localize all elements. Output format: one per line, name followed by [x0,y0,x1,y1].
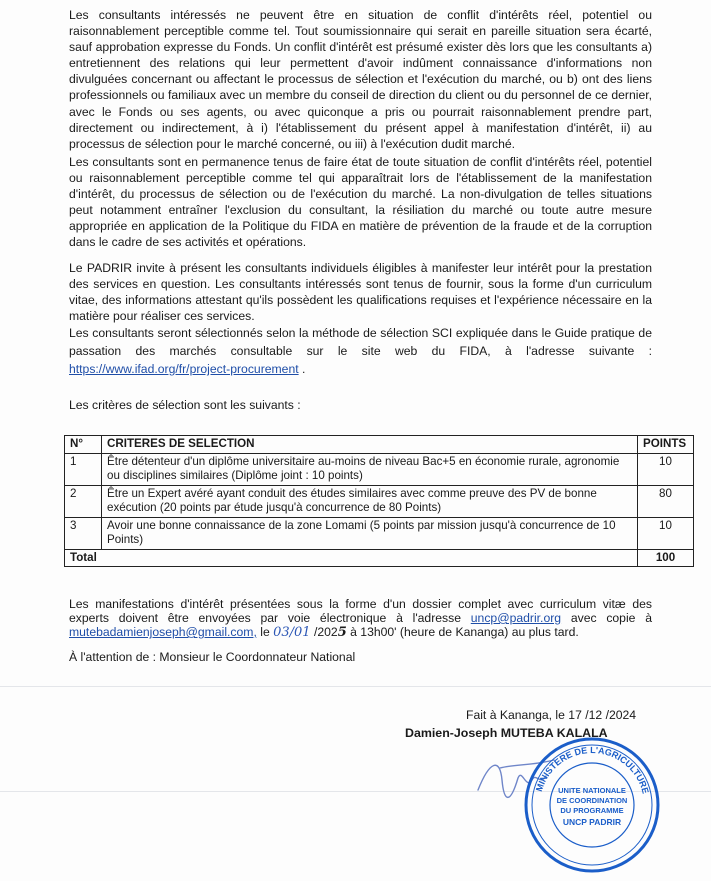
selection-method-text: Les consultants seront sélectionnés selon la méthode de sélection SCI expliquée dans le Guide pratique de passation des marchés consultable sur le site web du FIDA, à l'adresse suivante : [69,326,652,358]
email-link-muteba[interactable]: mutebadamienjoseph@gmail.com, [69,625,257,639]
table-row [65,485,694,517]
stamp-line-3: DU PROGRAMME [560,806,624,815]
selection-method-end: . [298,362,306,376]
table-row [65,517,694,549]
ifad-procurement-link[interactable]: https://www.ifad.org/fr/project-procurement [69,362,299,376]
official-stamp [522,735,662,875]
table-header-row [65,436,694,454]
row-num: 1 [65,453,102,485]
handwritten-date: 03/01 [273,625,311,640]
paragraph-selection-method [69,324,652,378]
place-and-date: Fait à Kananga, le 17 /12 /2024 [466,708,637,722]
row-criteria: Avoir une bonne connaissance de la zone Lomami (5 points par mission jusqu'à concurrence de 10 Points) [102,517,638,549]
paragraph-invitation: Le PADRIR invite à présent les consultants individuels éligibles à manifester leur intérêt pour la prestation des services en question. Les consultants intéressés sont tenus de fournir, sous la forme d'un curriculum vitae, des informations attestant qu'ils possèdent les qualifications requises et l'expérience nécessaire en la matière pour réaliser ces services. [69,261,652,324]
handwritten-year-digit: 5 [337,625,347,640]
row-points: 10 [638,517,694,549]
stamp-line-4: UNCP PADRIR [562,817,622,827]
table-row [65,453,694,485]
header-num: N° [65,436,102,454]
header-criteria: CRITERES DE SELECTION [102,436,638,454]
total-points: 100 [638,549,694,567]
row-num: 3 [65,517,102,549]
submission-text-c: le [256,625,274,639]
row-num: 2 [65,485,102,517]
row-criteria: Être un Expert avéré ayant conduit des études similaires avec comme preuve des PV de bonne exécution (20 points par étude jusqu'à concurrence de 80 Points) [102,485,638,517]
table-total-row [65,549,694,567]
stamp-line-1: UNITE NATIONALE [558,786,626,795]
submission-text-b: avec copie à [561,611,652,625]
stamp-ring-text: MINISTERE DE L'AGRICULTURE [533,744,651,795]
row-points: 80 [638,485,694,517]
submission-text-d: /202 [310,625,338,639]
selection-criteria-table [64,435,694,567]
header-points: POINTS [638,436,694,454]
paragraph-disclosure-obligation: Les consultants sont en permanence tenus de faire état de toute situation de conflit d'intérêts réel, potentiel ou raisonnablement perceptible comme tel qui apparaîtrait lors de l'établissement de la manifestation d'intérêt, du processus de sélection ou de l'exécution du marché. La non-divulgation de telles situations peut notamment entraîner l'exclusion du consultant, la résiliation du marché ou toute autre mesure appropriée en application de la Politique du FIDA en matière de prévention de la fraude et de la corruption dans le cadre de ses activités et opérations. [69,155,652,250]
stamp-line-2: DE COORDINATION [556,796,628,805]
submission-text-e: à 13h00' (heure de Kananga) au plus tard. [346,625,579,639]
row-criteria: Être détenteur d'un diplôme universitaire au-moins de niveau Bac+5 en économie rurale, agronomie ou disciplines similaires (Diplôme joint : 10 points) [102,453,638,485]
attention-line: À l'attention de : Monsieur le Coordonnateur National [69,650,356,664]
email-link-uncp[interactable]: uncp@padrir.org [470,611,562,625]
criteria-intro: Les critères de sélection sont les suivants : [69,398,301,412]
row-points: 10 [638,453,694,485]
page-fold-line [0,686,711,687]
submission-text-a: Les manifestations d'intérêt présentées sous la forme d'un dossier complet avec curriculum vitæ des experts doivent être envoyées par voie électronique à l'adresse [69,597,652,625]
total-label: Total [65,549,638,567]
paragraph-conflict-of-interest: Les consultants intéressés ne peuvent être en situation de conflit d'intérêts réel, potentiel ou raisonnablement perceptible comme tel. Tout soumissionnaire qui serait en pareille situation sera écarté, sauf approbation expresse du Fonds. Un conflit d'intérêt est présumé exister dès lors que les consultants a) entretiennent des relations qui leur permettent d'avoir indûment connaissance d'informations non divulguées concernant ou affectant le processus de sélection et l'exécution du marché, ou b) ont des liens professionnels ou familiaux avec un membre du conseil de direction du client ou du personnel de ce dernier, avec le Fonds ou ses agents, ou avec quiconque a pris ou pourrait raisonnablement prendre part, directement ou indirectement, à i) l'établissement du présent appel à manifestation d'intérêt, ii) au processus de sélection pour le marché concerné, ou iii) à l'exécution dudit marché. [69,8,652,151]
paragraph-submission [69,597,652,640]
signer-name: Damien-Joseph MUTEBA KALALA [405,726,608,740]
